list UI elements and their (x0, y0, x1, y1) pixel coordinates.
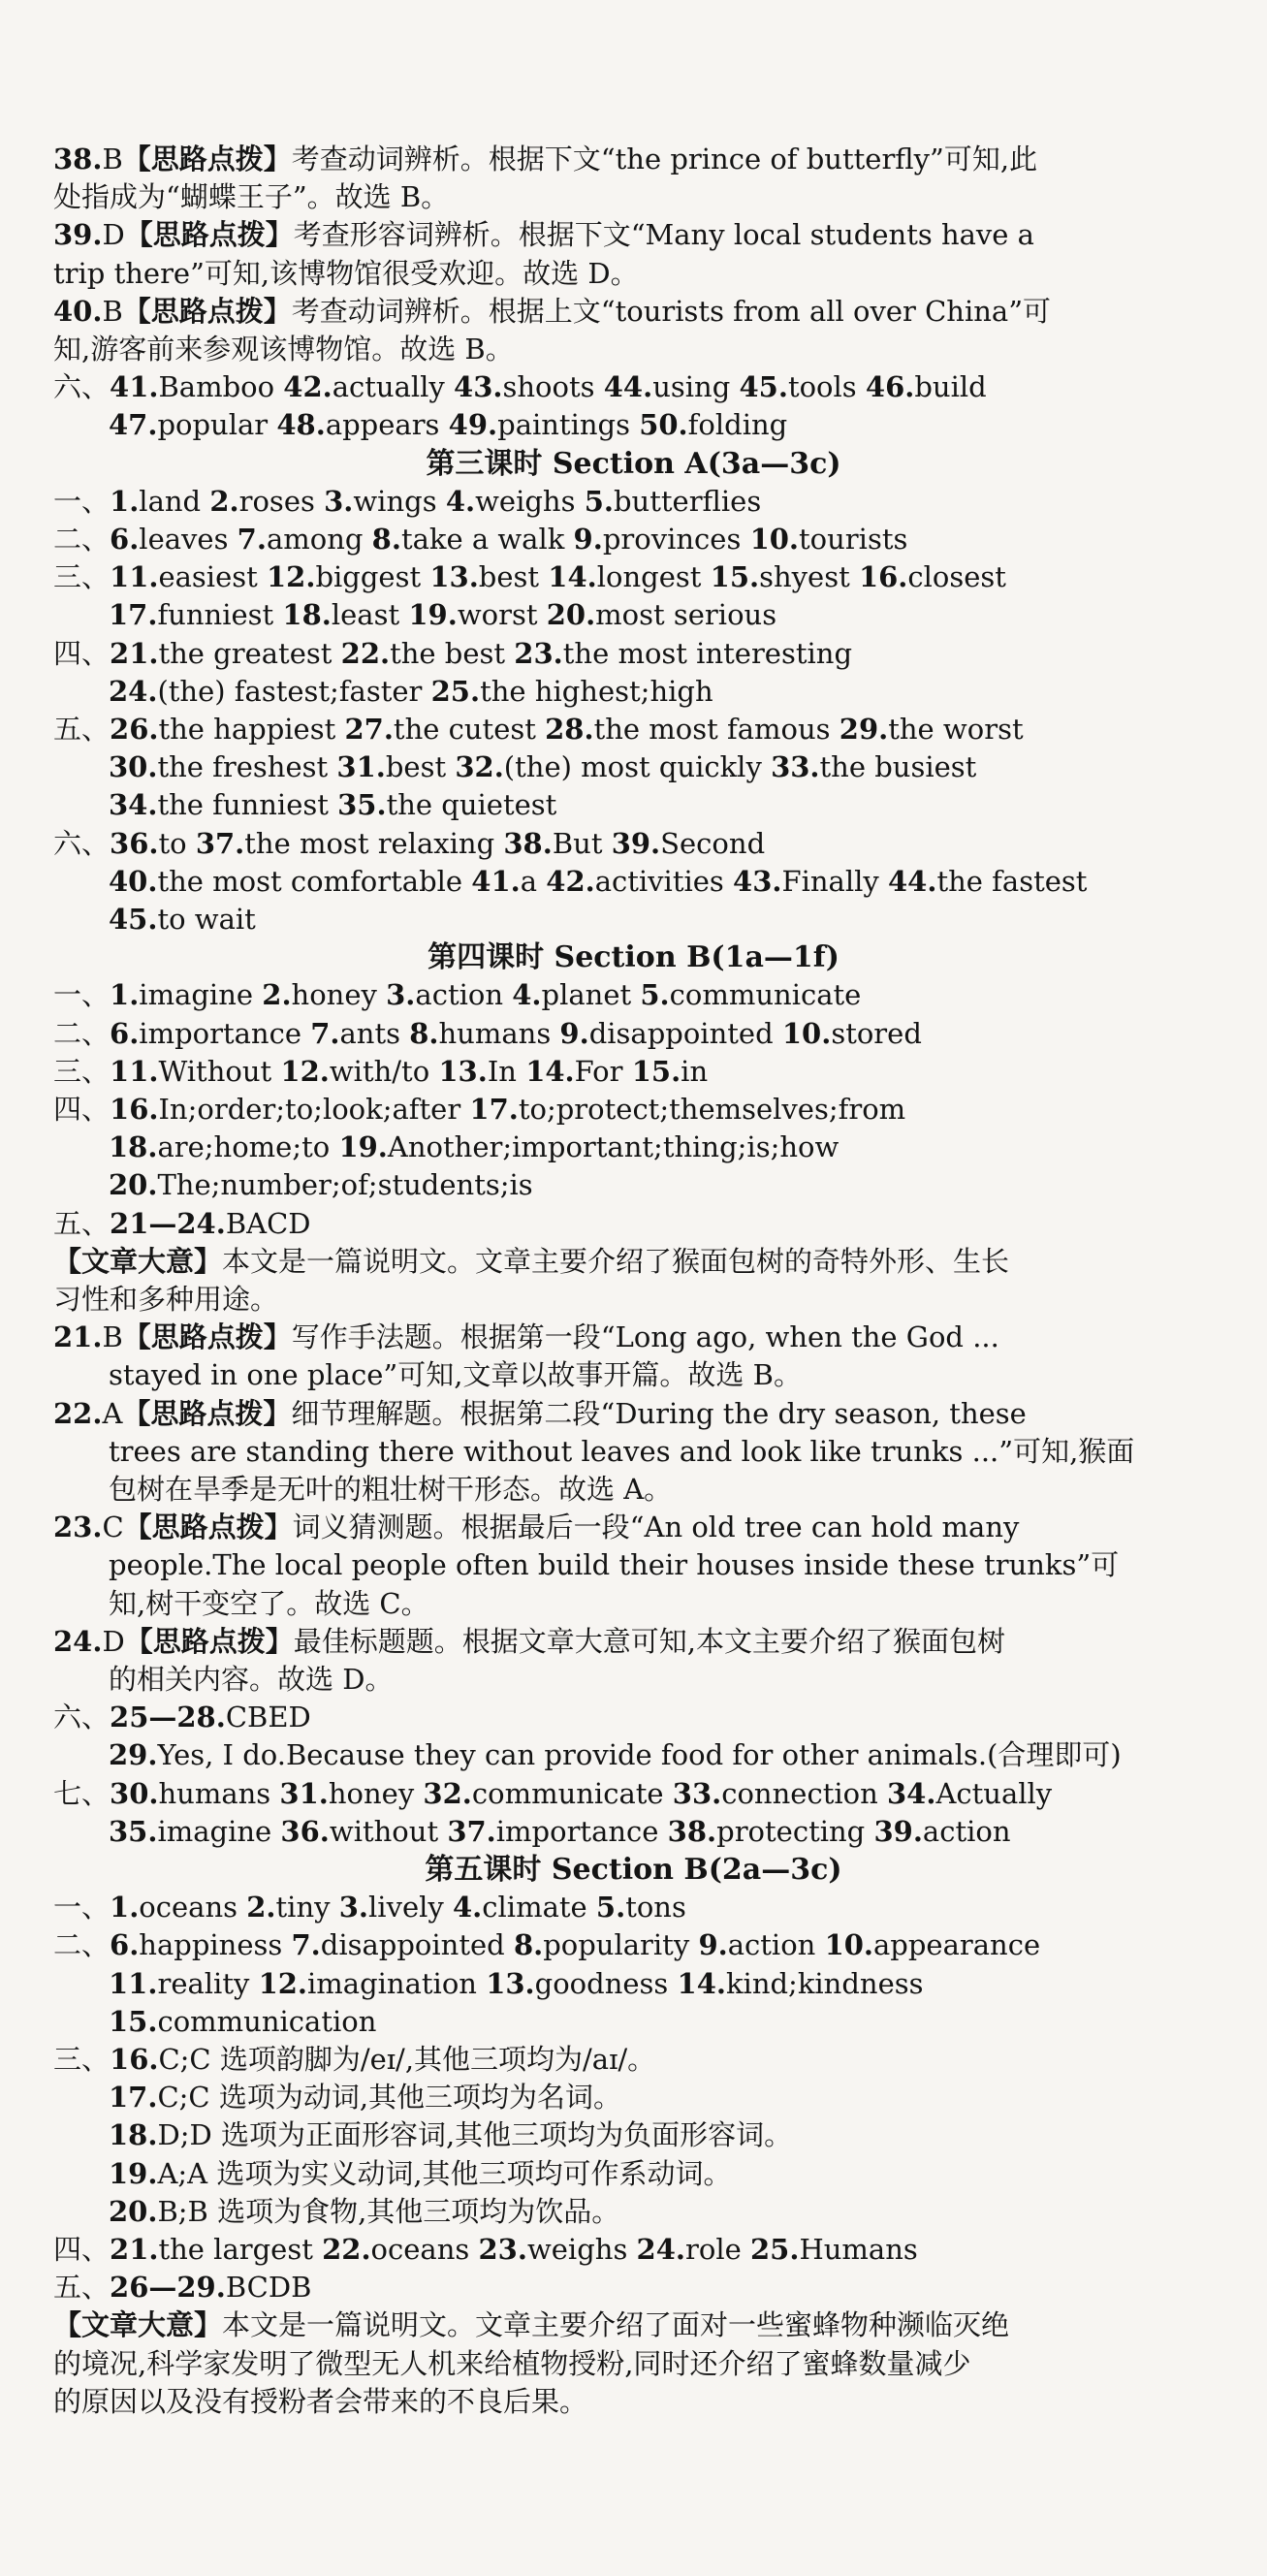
section-heading (0, 445, 1267, 483)
section-heading (0, 938, 1267, 976)
answer-line (0, 1395, 1267, 1433)
answer-line (0, 406, 1267, 444)
line-text: 五、26.the happiest 27.the cutest 28.the most famous 29.the worst (53, 713, 1024, 746)
line-text: 29.Yes, I do.Because they can provide food for other animals.(合理即可) (109, 1738, 1122, 1772)
answer-line (0, 2269, 1267, 2306)
line-text: 二、6.importance 7.ants 8.humans 9.disappointed 10.stored (53, 1016, 922, 1050)
line-text: 知,树干变空了。故选 C。 (109, 1586, 429, 1620)
answer-line (0, 255, 1267, 293)
answer-line (0, 1281, 1267, 1319)
answer-line (0, 178, 1267, 216)
answer-line (0, 2079, 1267, 2116)
line-text: 21.B【思路点拨】写作手法题。根据第一段“Long ago, when the God ... (53, 1320, 999, 1354)
line-text: 47.popular 48.appears 49.paintings 50.folding (109, 408, 788, 442)
answer-line (0, 1813, 1267, 1851)
line-text: 24.D【思路点拨】最佳标题题。根据文章大意可知,本文主要介绍了猴面包树 (53, 1624, 1005, 1658)
line-text: 45.to wait (109, 903, 256, 936)
line-text: 30.the freshest 31.best 32.(the) most quickly 33.the busiest (109, 750, 977, 784)
answer-line (0, 2116, 1267, 2154)
answer-line (0, 863, 1267, 901)
answer-line (0, 1736, 1267, 1774)
line-text: stayed in one place”可知,文章以故事开篇。故选 B。 (109, 1358, 802, 1392)
line-text: 23.C【思路点拨】词义猜测题。根据最后一段“An old tree can hold many (53, 1511, 1020, 1544)
line-text: 六、41.Bamboo 42.actually 43.shoots 44.using 45.tools 46.build (53, 370, 987, 404)
answer-line (0, 141, 1267, 178)
answer-line (0, 2041, 1267, 2079)
line-text: 15.communication (109, 2004, 377, 2038)
answer-line (0, 216, 1267, 254)
line-text: 的境况,科学家发明了微型无人机来给植物授粉,同时还介绍了蜜蜂数量减少 (53, 2346, 971, 2380)
answer-line (0, 1319, 1267, 1356)
line-text: 34.the funniest 35.the quietest (109, 788, 557, 822)
line-text: 一、1.oceans 2.tiny 3.lively 4.climate 5.tons (53, 1891, 686, 1924)
answer-line (0, 1965, 1267, 2003)
line-text: 19.A;A 选项为实义动词,其他三项均可作系动词。 (109, 2156, 732, 2190)
line-text: 第三课时 Section A(3a—3c) (426, 446, 841, 481)
answer-line (0, 635, 1267, 673)
answer-line (0, 748, 1267, 786)
answer-line (0, 1471, 1267, 1509)
line-text: 五、21—24.BACD (53, 1206, 311, 1240)
line-text: 20.B;B 选项为食物,其他三项均为饮品。 (109, 2194, 620, 2228)
line-text: trees are standing there without leaves and look like trunks ...”可知,猴面 (109, 1434, 1135, 1468)
line-text: 的相关内容。故选 D。 (109, 1663, 394, 1696)
answer-line (0, 1091, 1267, 1129)
answer-line (0, 1205, 1267, 1243)
answer-line (0, 483, 1267, 521)
line-text: 22.A【思路点拨】细节理解题。根据第二段“During the dry season, these (53, 1396, 1027, 1430)
answer-line (0, 521, 1267, 558)
line-text: 40.the most comfortable 41.a 42.activities 43.Finally 44.the fastest (109, 864, 1088, 898)
answer-line (0, 2345, 1267, 2383)
line-text: 三、16.C;C 选项韵脚为/eɪ/,其他三项均为/aɪ/。 (53, 2043, 656, 2076)
answer-line (0, 2383, 1267, 2421)
answer-line (0, 558, 1267, 596)
answer-line (0, 2003, 1267, 2041)
answer-line (0, 1889, 1267, 1926)
line-text: 六、25—28.CBED (53, 1701, 311, 1734)
line-text: 第五课时 Section B(2a—3c) (425, 1853, 842, 1887)
line-text: 六、36.to 37.the most relaxing 38.But 39.Second (53, 826, 766, 860)
answer-line (0, 331, 1267, 368)
answer-line (0, 2155, 1267, 2193)
answer-line (0, 1166, 1267, 1204)
answer-line (0, 1585, 1267, 1623)
answer-line (0, 368, 1267, 406)
answer-line (0, 1926, 1267, 1964)
line-text: 40.B【思路点拨】考查动词辨析。根据上文“tourists from all over China”可 (53, 294, 1052, 328)
line-text: trip there”可知,该博物馆很受欢迎。故选 D。 (53, 256, 639, 290)
answer-line (0, 711, 1267, 748)
answer-line (0, 976, 1267, 1014)
answer-line (0, 1775, 1267, 1813)
line-text: 三、11.Without 12.with/to 13.In 14.For 15.in (53, 1054, 709, 1088)
answer-line (0, 1053, 1267, 1091)
line-text: 知,游客前来参观该博物馆。故选 B。 (53, 333, 514, 366)
line-text: 二、6.leaves 7.among 8.take a walk 9.provinces 10.tourists (53, 523, 908, 556)
answer-line (0, 1243, 1267, 1281)
line-text: 【文章大意】本文是一篇说明文。文章主要介绍了猴面包树的奇特外形、生长 (53, 1244, 1010, 1278)
line-text: 四、16.In;order;to;look;after 17.to;protect;themselves;from (53, 1093, 906, 1126)
line-text: 39.D【思路点拨】考查形容词辨析。根据下文“Many local students have a (53, 218, 1034, 252)
answer-line (0, 2193, 1267, 2231)
line-text: 五、26—29.BCDB (53, 2271, 312, 2305)
line-text: 三、11.easiest 12.biggest 13.best 14.longest 15.shyest 16.closest (53, 560, 1006, 594)
answer-line (0, 1699, 1267, 1736)
answer-line (0, 1623, 1267, 1661)
line-text: 四、21.the largest 22.oceans 23.weighs 24.role 25.Humans (53, 2233, 918, 2266)
answer-line (0, 1546, 1267, 1584)
answer-line (0, 901, 1267, 938)
line-text: 二、6.happiness 7.disappointed 8.popularity 9.action 10.appearance (53, 1928, 1041, 1962)
answer-line (0, 1661, 1267, 1699)
line-text: 包树在旱季是无叶的粗壮树干形态。故选 A。 (109, 1473, 673, 1506)
line-text: 24.(the) fastest;faster 25.the highest;high (109, 674, 713, 708)
answer-line (0, 1509, 1267, 1546)
line-text: 20.The;number;of;students;is (109, 1168, 533, 1202)
answer-line (0, 1356, 1267, 1394)
answer-line (0, 1129, 1267, 1166)
line-text: 17.funniest 18.least 19.worst 20.most serious (109, 598, 777, 632)
line-text: 【文章大意】本文是一篇说明文。文章主要介绍了面对一些蜜蜂物种濒临灭绝 (53, 2308, 1010, 2342)
answer-line (0, 2231, 1267, 2269)
line-text: 一、1.imagine 2.honey 3.action 4.planet 5.communicate (53, 978, 862, 1012)
answer-line (0, 2306, 1267, 2344)
answer-line (0, 293, 1267, 331)
line-text: 35.imagine 36.without 37.importance 38.protecting 39.action (109, 1814, 1011, 1848)
answer-line (0, 673, 1267, 711)
line-text: 处指成为“蝴蝶王子”。故选 B。 (53, 180, 450, 214)
line-text: 四、21.the greatest 22.the best 23.the most interesting (53, 636, 853, 670)
line-text: 习性和多种用途。 (53, 1283, 279, 1316)
answer-line (0, 1433, 1267, 1471)
section-heading (0, 1851, 1267, 1889)
answer-line (0, 1015, 1267, 1053)
answer-line (0, 596, 1267, 634)
answer-line (0, 786, 1267, 824)
line-text: 17.C;C 选项为动词,其他三项均为名词。 (109, 2081, 622, 2115)
line-text: 第四课时 Section B(1a—1f) (428, 940, 839, 975)
line-text: 七、30.humans 31.honey 32.communicate 33.connection 34.Actually (53, 1776, 1053, 1810)
line-text: people.The local people often build their houses inside these trunks”可 (109, 1548, 1120, 1582)
line-text: 11.reality 12.imagination 13.goodness 14.kind;kindness (109, 1966, 924, 2000)
answer-line (0, 825, 1267, 863)
line-text: 38.B【思路点拨】考查动词辨析。根据下文“the prince of butterfly”可知,此 (53, 143, 1038, 175)
line-text: 18.D;D 选项为正面形容词,其他三项均为负面形容词。 (109, 2118, 793, 2152)
line-text: 一、1.land 2.roses 3.wings 4.weighs 5.butterflies (53, 484, 762, 518)
line-text: 18.are;home;to 19.Another;important;thing;is;how (109, 1130, 839, 1164)
line-text: 的原因以及没有授粉者会带来的不良后果。 (53, 2384, 588, 2418)
